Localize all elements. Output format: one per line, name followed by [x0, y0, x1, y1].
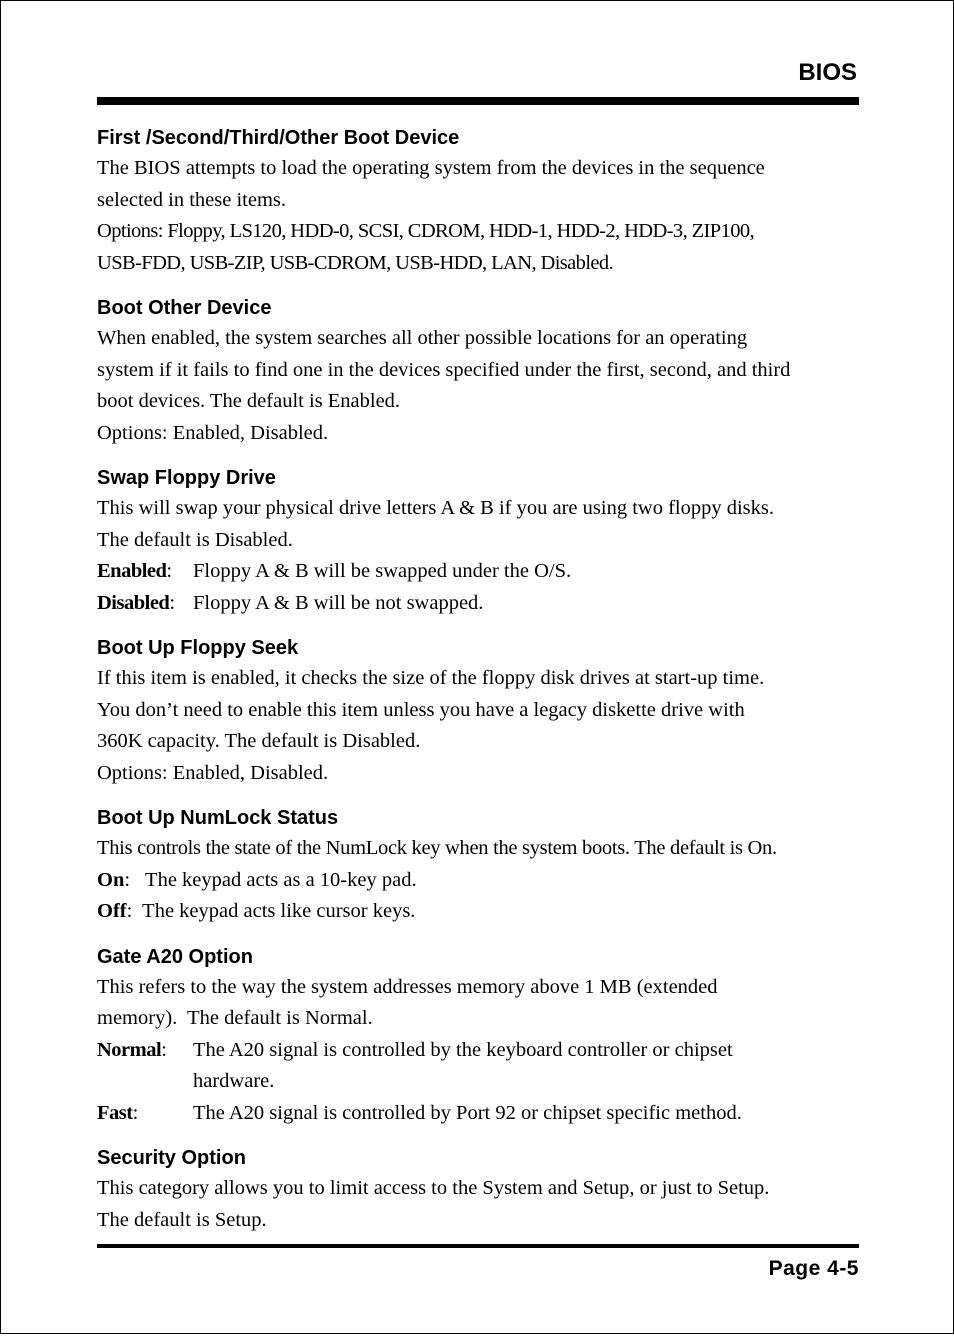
body-text: 360K capacity. The default is Disabled.	[97, 730, 421, 752]
definition-row	[97, 865, 863, 897]
page-content	[97, 123, 863, 1236]
definition-row	[97, 1098, 863, 1130]
body-text: selected in these items.	[97, 188, 286, 211]
section-heading: Security Option	[97, 1147, 246, 1169]
options-text: Options: Enabled, Disabled.	[97, 761, 329, 784]
definition-colon: :	[132, 1101, 139, 1124]
definition-desc: The A20 signal is controlled by the keyboard controller or chipset	[193, 1038, 733, 1061]
definition-term: Disabled	[97, 591, 170, 614]
body-text: When enabled, the system searches all other possible locations for an operating	[97, 327, 748, 349]
body-text: memory). The default is Normal.	[97, 1007, 373, 1029]
section-heading: Boot Other Device	[97, 297, 272, 319]
footer-rule	[97, 1244, 859, 1248]
section-gate-a20	[97, 942, 863, 1130]
section-boot-device	[97, 123, 863, 279]
body-text: system if it fails to find one in the devices specified under the first, second, and third	[97, 358, 791, 381]
definition-term: Normal	[97, 1038, 162, 1061]
definition-term: On	[97, 868, 125, 891]
definition-desc: Floppy A & B will be swapped under the O/S.	[193, 560, 572, 582]
body-text: This controls the state of the NumLock key when the system boots. The default is On.	[97, 837, 777, 859]
section-heading: Gate A20 Option	[97, 945, 253, 968]
body-text: The default is Setup.	[97, 1208, 267, 1231]
definition-row	[97, 588, 863, 620]
section-heading: First /Second/Third/Other Boot Device	[97, 127, 460, 149]
section-security	[97, 1143, 863, 1236]
definition-desc: : The keypad acts as a 10-key pad.	[124, 868, 417, 891]
definition-colon: :	[166, 560, 173, 582]
definition-row	[97, 1035, 863, 1067]
definition-desc: hardware.	[193, 1070, 275, 1092]
body-text: This will swap your physical drive letters A & B if you are using two floppy disks.	[97, 497, 775, 519]
definition-desc: Floppy A & B will be not swapped.	[193, 591, 484, 614]
definition-colon: :	[169, 591, 176, 614]
section-numlock	[97, 803, 863, 928]
definition-desc: The A20 signal is controlled by Port 92 or chipset specific method.	[193, 1101, 742, 1124]
body-text: The default is Disabled.	[97, 528, 293, 551]
definition-row	[97, 556, 863, 588]
header-rule	[97, 97, 859, 105]
definition-colon: :	[161, 1038, 167, 1061]
body-text: You don’t need to enable this item unless you have a legacy diskette drive with	[97, 698, 745, 721]
body-text: This refers to the way the system addresses memory above 1 MB (extended	[97, 975, 718, 998]
options-text: USB-FDD, USB-ZIP, USB-CDROM, USB-HDD, LAN, Disabled.	[97, 251, 614, 274]
section-heading: Swap Floppy Drive	[97, 467, 276, 489]
body-text: The BIOS attempts to load the operating system from the devices in the sequence	[97, 157, 765, 179]
section-heading: Boot Up Floppy Seek	[97, 637, 299, 659]
section-boot-other	[97, 293, 863, 449]
definition-term: Enabled	[97, 560, 167, 582]
body-text: If this item is enabled, it checks the size of the floppy disk drives at start-up time.	[97, 667, 765, 689]
section-heading: Boot Up NumLock Status	[97, 807, 339, 829]
definition-term: Fast	[97, 1101, 133, 1124]
body-text: This category allows you to limit access to the System and Setup, or just to Setup.	[97, 1177, 770, 1199]
section-floppy-seek	[97, 633, 863, 789]
definition-desc: : The keypad acts like cursor keys.	[126, 900, 416, 922]
header-title: BIOS	[798, 59, 857, 86]
page-number: Page 4-5	[768, 1257, 859, 1280]
options-text: Options: Floppy, LS120, HDD-0, SCSI, CDROM, HDD-1, HDD-2, HDD-3, ZIP100,	[97, 220, 755, 242]
options-text: Options: Enabled, Disabled.	[97, 421, 329, 444]
definition-term: Off	[97, 900, 127, 922]
definition-row	[97, 896, 863, 928]
body-text: boot devices. The default is Enabled.	[97, 390, 401, 412]
section-swap-floppy	[97, 463, 863, 619]
